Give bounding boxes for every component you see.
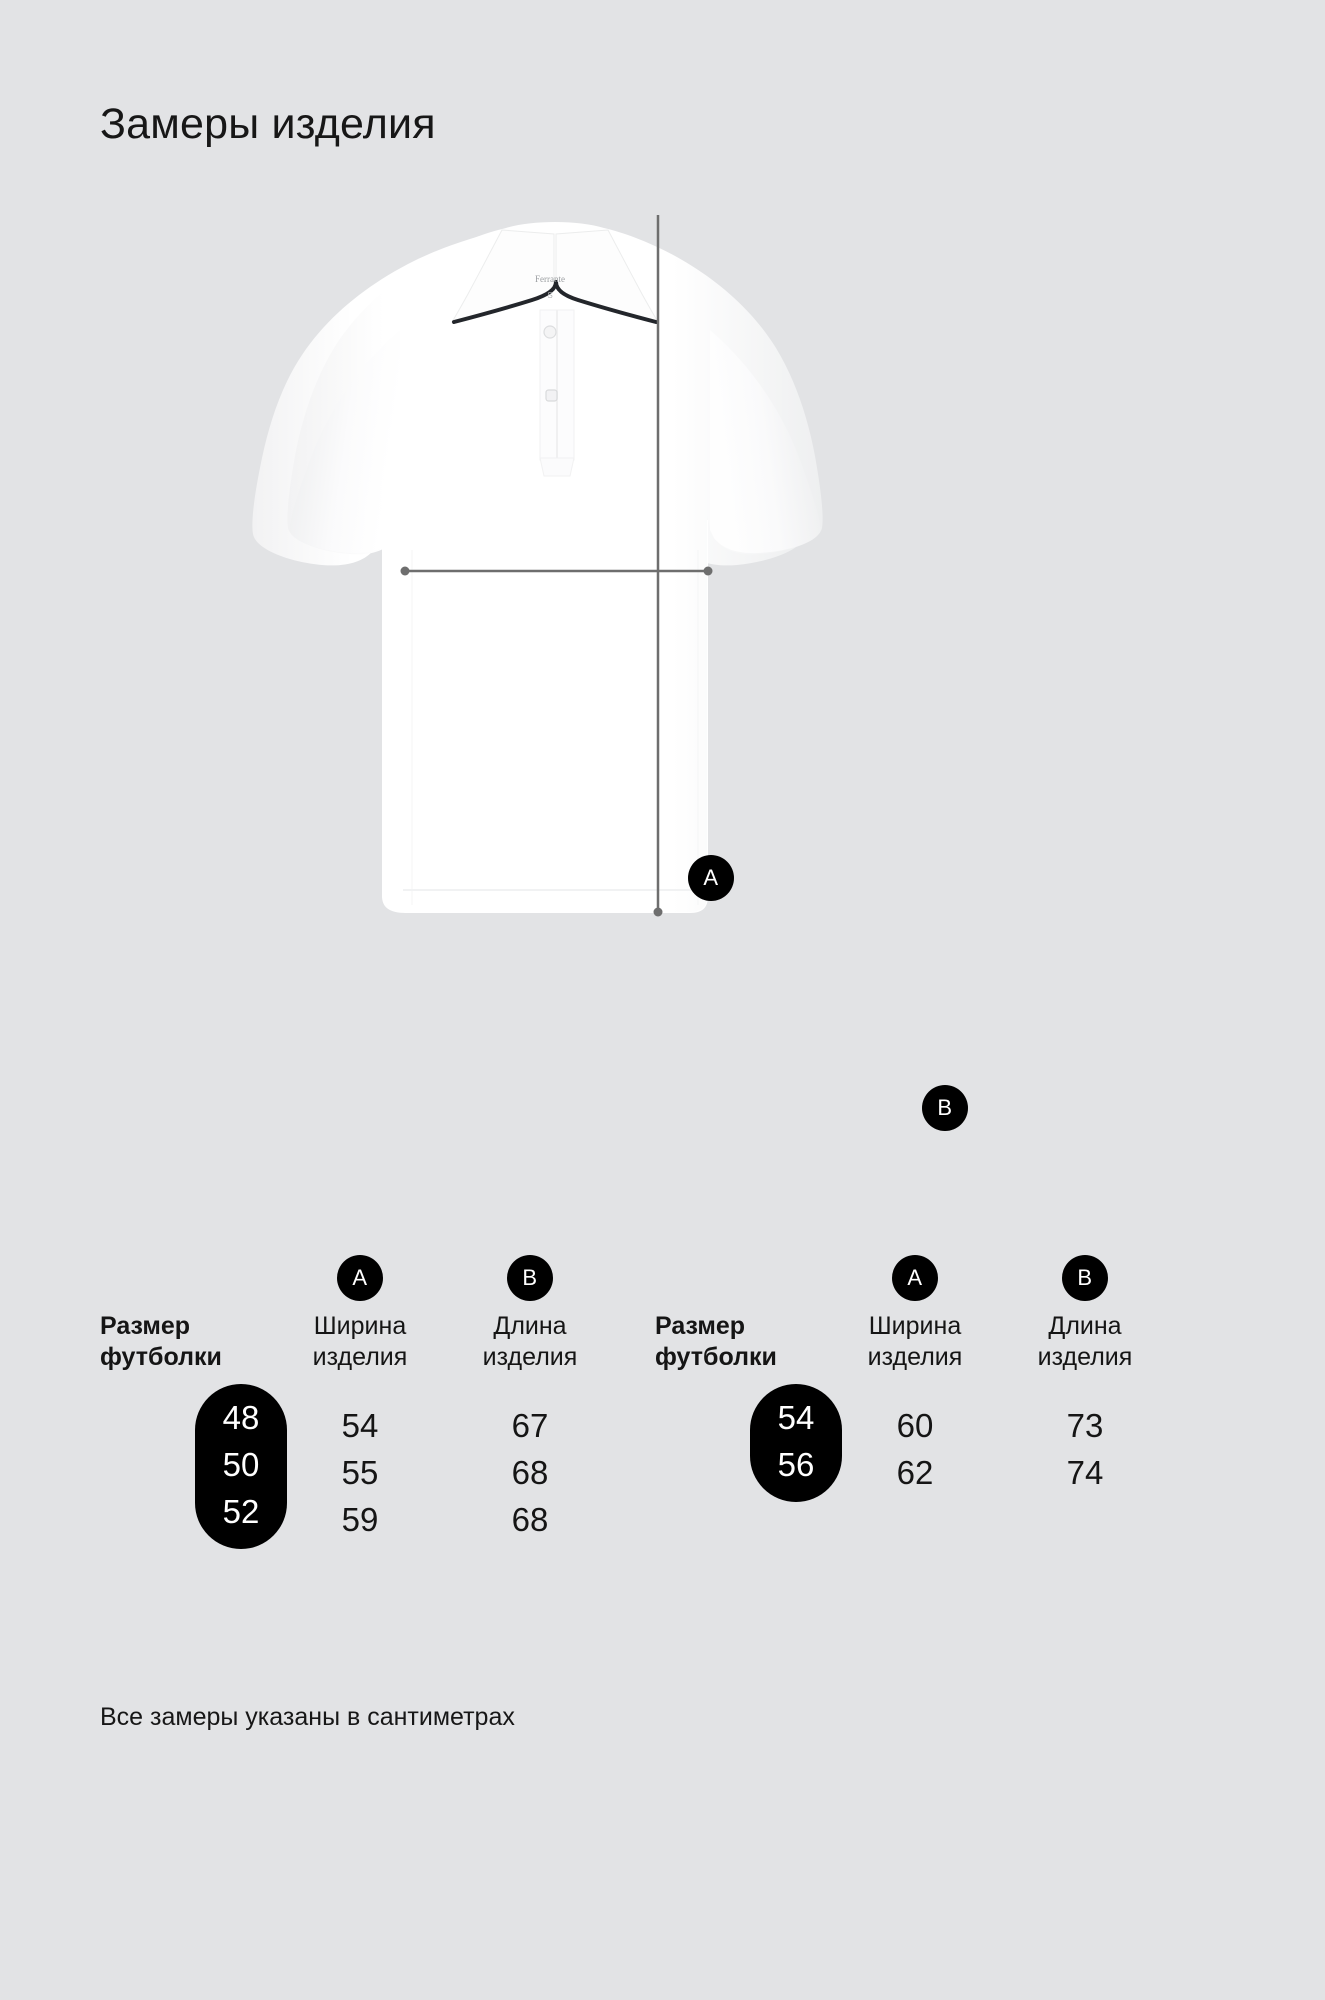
right-length-1: 74 — [1066, 1453, 1104, 1491]
size-label: S — [547, 291, 553, 300]
left-header-width: Ширина изделия — [312, 1312, 408, 1372]
badge-a-right-table: A — [892, 1255, 938, 1301]
badge-b-left-table: B — [507, 1255, 553, 1301]
right-table-body — [655, 1384, 1210, 1544]
left-length-1: 68 — [511, 1453, 549, 1491]
table-row — [275, 1496, 655, 1543]
left-size-pill — [195, 1384, 287, 1549]
garment-illustration — [150, 190, 1160, 1120]
left-length-0: 67 — [511, 1406, 549, 1444]
badge-b-right-table: B — [1062, 1255, 1108, 1301]
measure-a-endpoint-right — [704, 567, 713, 576]
badge-a-left-table: A — [337, 1255, 383, 1301]
left-table-body — [100, 1384, 655, 1544]
measure-b-endpoint-bottom — [654, 908, 663, 917]
left-width-0: 54 — [341, 1406, 379, 1444]
right-size-0: 54 — [777, 1398, 815, 1436]
measure-a-endpoint-left — [401, 567, 410, 576]
right-table-header-row — [655, 1311, 1210, 1374]
right-table-badges — [655, 1255, 1210, 1311]
table-row — [830, 1449, 1210, 1496]
table-row — [830, 1402, 1210, 1449]
left-length-2: 68 — [511, 1500, 549, 1538]
left-table-header-row — [100, 1311, 655, 1374]
left-width-2: 59 — [341, 1500, 379, 1538]
left-size-1: 50 — [222, 1445, 260, 1483]
right-width-1: 62 — [896, 1453, 934, 1491]
right-header-size: Размер футболки — [655, 1312, 777, 1372]
table-row — [275, 1402, 655, 1449]
left-header-size: Размер футболки — [100, 1312, 222, 1372]
measure-badge-a-illustration: A — [688, 855, 734, 901]
size-table-left — [100, 1255, 655, 1544]
left-table-badges — [100, 1255, 655, 1311]
left-size-2: 52 — [222, 1492, 260, 1530]
right-length-0: 73 — [1066, 1406, 1104, 1444]
left-header-length: Длина изделия — [482, 1312, 578, 1372]
size-table-right — [655, 1255, 1210, 1544]
right-values — [830, 1384, 1210, 1496]
size-tables — [100, 1255, 1225, 1544]
table-row — [275, 1449, 655, 1496]
footnote: Все замеры указаны в сантиметрах — [100, 1703, 515, 1731]
right-header-width: Ширина изделия — [867, 1312, 963, 1372]
left-size-0: 48 — [222, 1398, 260, 1436]
measure-badge-b-illustration: B — [922, 1085, 968, 1131]
left-width-1: 55 — [341, 1453, 379, 1491]
right-header-length: Длина изделия — [1037, 1312, 1133, 1372]
page-title: Замеры изделия — [100, 100, 436, 148]
polo-shirt-drawing — [150, 190, 1160, 950]
brand-label: Ferrante — [535, 274, 565, 284]
right-size-pill — [750, 1384, 842, 1502]
right-width-0: 60 — [896, 1406, 934, 1444]
right-size-1: 56 — [777, 1445, 815, 1483]
left-values — [275, 1384, 655, 1543]
